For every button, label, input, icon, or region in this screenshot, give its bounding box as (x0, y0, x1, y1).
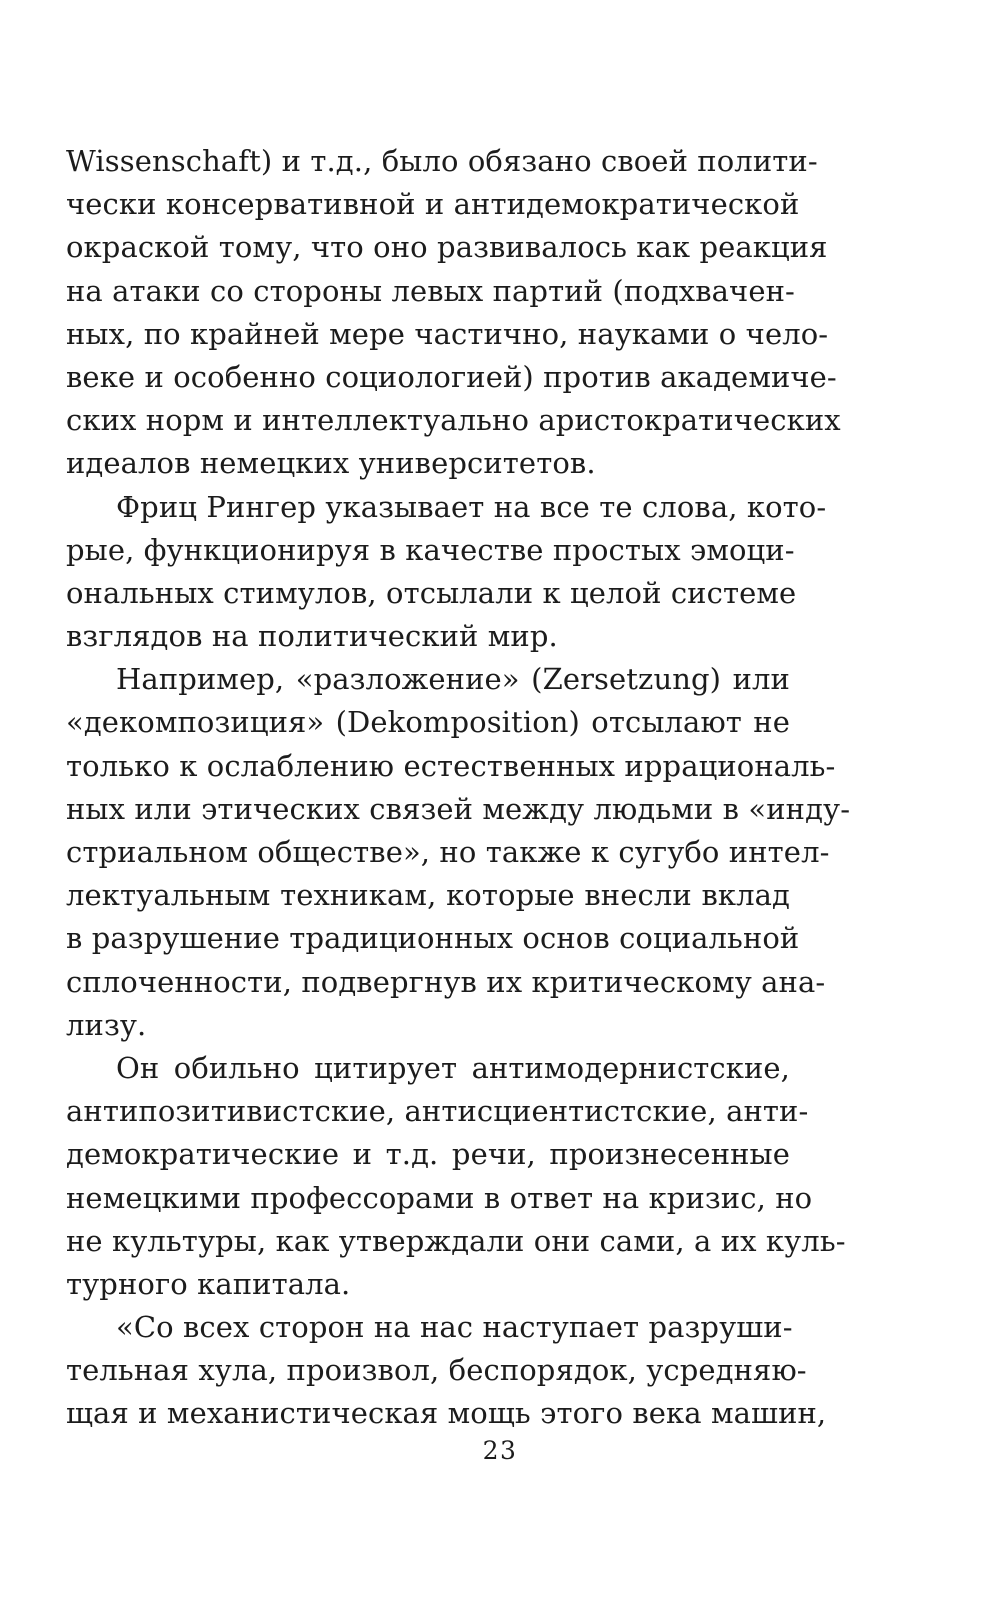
text-line: демократические и т.д. речи, произнесенные (66, 1137, 790, 1172)
paragraph (66, 486, 827, 659)
text-line: немецкими профессорами в ответ на кризис, но (66, 1180, 813, 1215)
text-line: окраской тому, что оно развивалось как реакция (66, 230, 828, 265)
text-line: турного капитала. (66, 1266, 351, 1301)
text-line: чески консервативной и антидемократической (66, 187, 800, 222)
text-line: веке и особенно социологией) против академиче- (66, 359, 837, 394)
text-line: Фриц Рингер указывает на все те слова, кото- (116, 489, 827, 524)
text-line: только к ослаблению естественных иррациональ- (66, 748, 836, 783)
text-line: на атаки со стороны левых партий (подхвачен- (66, 273, 795, 308)
paragraph (66, 140, 841, 486)
text-line: в разрушение традиционных основ социальной (66, 921, 800, 956)
text-line: «декомпозиция» (Dekomposition) отсылают не (66, 705, 790, 740)
text-line: Например, «разложение» (Zersetzung) или (116, 662, 790, 697)
page-number: 23 (482, 1436, 518, 1465)
paragraph (66, 1306, 827, 1436)
paragraph (66, 1047, 846, 1306)
body-text (66, 140, 851, 1436)
text-line: Он обильно цитирует антимодернистские, (116, 1050, 790, 1085)
text-line: Wissenschaft) и т.д., было обязано своей полити- (66, 144, 818, 178)
text-line: антипозитивистские, антисциентистские, анти- (66, 1094, 809, 1129)
text-line: рые, функционируя в качестве простых эмоци- (66, 532, 795, 567)
text-line: взглядов на политический мир. (66, 619, 558, 654)
text-line: ных или этических связей между людьми в «инду- (66, 791, 851, 826)
text-line: идеалов немецких университетов. (66, 446, 596, 481)
text-line: щая и механистическая мощь этого века машин, (66, 1396, 827, 1431)
text-line: «Со всех сторон на нас наступает разруши- (116, 1310, 793, 1345)
text-line: ских норм и интеллектуально аристократических (66, 403, 841, 438)
text-line: тельная хула, произвол, беспорядок, усредняю- (66, 1353, 807, 1388)
text-line: ных, по крайней мере частично, науками о чело- (66, 316, 829, 351)
text-line: стриальном обществе», но также к сугубо интел- (66, 835, 830, 869)
text-line: ональных стимулов, отсылали к целой системе (66, 575, 797, 610)
text-line: не культуры, как утверждали они сами, а их куль- (66, 1223, 846, 1258)
text-line: лектуальным техникам, которые внесли вклад (66, 878, 790, 913)
paragraph (66, 658, 851, 1047)
text-line: сплоченности, подвергнув их критическому ана- (66, 964, 826, 999)
text-line: лизу. (66, 1007, 147, 1042)
